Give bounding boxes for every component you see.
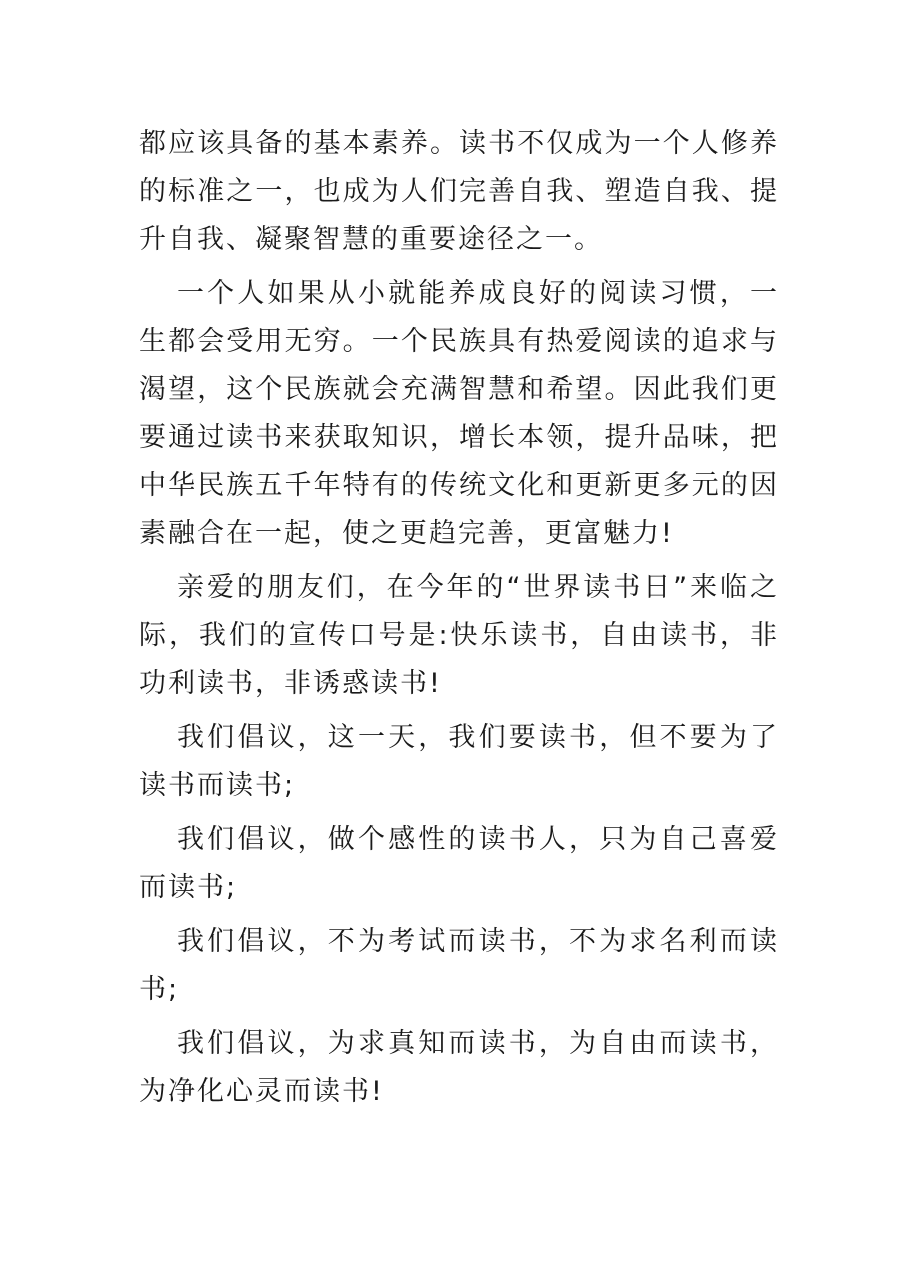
paragraph-1: 都应该具备的基本素养。读书不仅成为一个人修养的标准之一，也成为人们完善自我、塑造自我、提升自我、凝聚智慧的重要途径之一。 — [139, 128, 779, 255]
paragraph-5: 我们倡议，做个感性的读书人，只为自己喜爱而读书; — [139, 824, 779, 903]
paragraph-7: 我们倡议，为求真知而读书，为自由而读书，为净化心灵而读书! — [139, 1028, 779, 1107]
paragraph-4: 我们倡议，这一天，我们要读书，但不要为了读书而读书; — [139, 722, 779, 801]
document-body — [139, 120, 779, 1122]
paragraph-2: 一个人如果从小就能养成良好的阅读习惯，一生都会受用无穷。一个民族具有热爱阅读的追求与渴望，这个民族就会充满智慧和希望。因此我们更要通过读书来获取知识，增长本领，提升品味，把中华民族五千年特有的传统文化和更新更多元的因素融合在一起，使之更趋完善，更富魅力! — [139, 278, 779, 549]
paragraph-3: 亲爱的朋友们，在今年的“世界读书日”来临之际，我们的宣传口号是:快乐读书，自由读书，非功利读书，非诱惑读书! — [139, 572, 779, 699]
paragraph-6: 我们倡议，不为考试而读书，不为求名利而读书; — [139, 926, 779, 1005]
